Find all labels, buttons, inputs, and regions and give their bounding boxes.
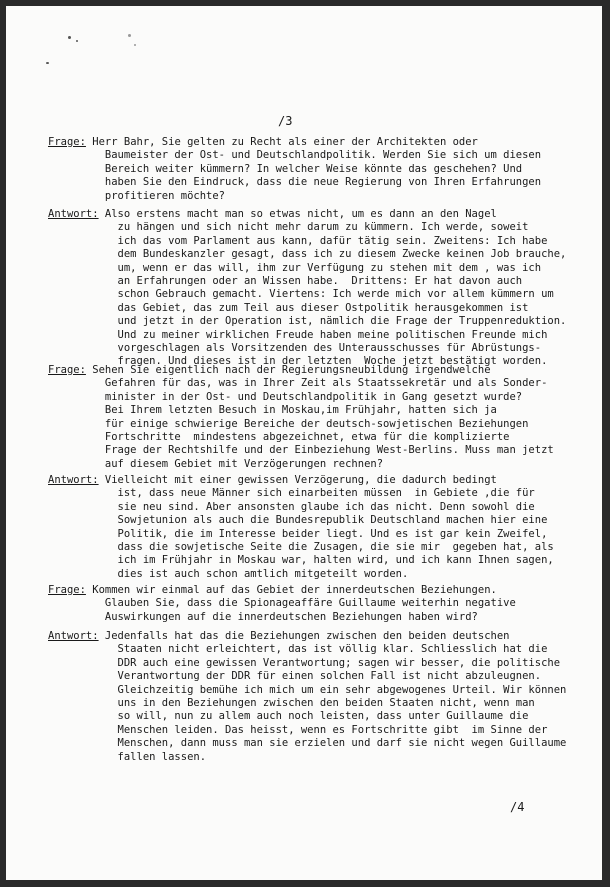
text-line: minister in der Ost- und Deutschlandpolitik in Gang gesetzt wurde? xyxy=(48,390,523,403)
text-line: uns in den Beziehungen zwischen den beiden Staaten nicht, wenn man xyxy=(48,697,535,710)
text-line: Auswirkungen auf die innerdeutschen Beziehungen haben wird? xyxy=(48,610,478,623)
text-line: so will, nun zu allem auch noch leisten, dass unter Guillaume die xyxy=(48,710,529,723)
text-line: Menschen leiden. Das heisst, wenn es Fortschritte gibt im Sinne der xyxy=(48,723,548,736)
text-line: Frage der Rechtshilfe und der Einbeziehung West-Berlins. Muss man jetzt xyxy=(48,444,554,457)
scan-speck xyxy=(128,34,131,37)
text-line: zu hängen und sich nicht mehr darum zu kümmern. Ich werde, soweit xyxy=(48,221,529,234)
speaker-label: Antwort: xyxy=(48,474,99,486)
text-line: und jetzt in der Operation ist, nämlich die Frage der Truppenreduktion. xyxy=(48,315,567,328)
text-line: Glauben Sie, dass die Spionageaffäre Guillaume weiterhin negative xyxy=(48,597,516,610)
section-answer-1: Antwort: Also erstens macht man so etwas nicht, um es dann an den Nagel zu hängen und sich nicht mehr darum zu kümmern. Ich werde, soweit ich das vom Parlament aus kann, dafür tätig sein. Zweitens: Ich habe dem Bundeskanzler gesagt, dass ich zu diesem Zwecke keinen Job brauche, um, wenn er das will, ihm zur Verfügung zu stehen mit dem , was ich an Erfahrungen oder an Wissen habe. Drittens: Er hat davon auch schon Gebrauch gemacht. Viertens: Ich werde mich vor allem kümmern um das Gebiet, das zum Teil aus dieser Ostpolitik herausgekommen ist und jetzt in der Operation ist, nämlich die Frage der Truppenreduktion. Und zu meiner wirklichen Freude haben meine politischen Freunde mich vorgeschlagen als Vorsitzenden des Unterausschusses für Abrüstungs- fragen. Und dieses ist in der letzten Woche jetzt bestätigt worden. xyxy=(48,208,588,369)
speaker-label: Antwort: xyxy=(48,630,99,642)
scan-speck xyxy=(46,62,49,64)
scan-speck xyxy=(76,40,78,42)
text-line: fallen lassen. xyxy=(48,750,207,763)
text-line: Baumeister der Ost- und Deutschlandpolitik. Werden Sie sich um diesen xyxy=(48,149,542,162)
text-line: Sowjetunion als auch die Bundesrepublik Deutschland machen hier eine xyxy=(48,514,548,527)
text-line: dies ist auch schon amtlich mitgeteilt worden. xyxy=(48,567,409,580)
text-line: Bei Ihrem letzten Besuch in Moskau,im Frühjahr, hatten sich ja xyxy=(48,404,497,417)
scan-speck xyxy=(68,36,71,39)
speaker-label: Frage: xyxy=(48,364,86,376)
text-line: Politik, die im Interesse beider liegt. Und es ist gar kein Zweifel, xyxy=(48,527,548,540)
page-number-top: /3 xyxy=(278,114,293,128)
text-line: auf diesem Gebiet mit Verzögerungen rechnen? xyxy=(48,457,384,470)
text-line: vorgeschlagen als Vorsitzenden des Unterausschusses für Abrüstungs- xyxy=(48,342,542,355)
section-answer-2: Antwort: Vielleicht mit einer gewissen Verzögerung, die dadurch bedingt ist, dass neue Männer sich einarbeiten müssen in Gebiete ,die für sie neu sind. Aber ansonsten glaube ich das nicht. Denn sowohl die Sowjetunion als auch die Bundesrepublik Deutschland machen hier eine Politik, die im Interesse beider liegt. Und es ist gar kein Zweifel, dass die sowjetische Seite die Zusagen, die sie mir gegeben hat, als ich im Frühjahr in Moskau war, halten wird, und ich kann Ihnen sagen, dies ist auch schon amtlich mitgeteilt worden. xyxy=(48,474,588,581)
section-answer-3: Antwort: Jedenfalls hat das die Beziehungen zwischen den beiden deutschen Staaten nicht erleichtert, das ist völlig klar. Schliesslich hat die DDR auch eine gewissen Verantwortung; sagen wir besser, die politische Verantwortung der DDR für einen solchen Fall ist nicht abzuleugnen. Gleichzeitig bemühe ich mich um ein sehr abgewogenes Urteil. Wir können uns in den Beziehungen zwischen den beiden Staaten nicht, wenn man so will, nun zu allem auch noch leisten, dass unter Guillaume die Menschen leiden. Das heisst, wenn es Fortschritte gibt im Sinne der Menschen, dann muss man sie erzielen und darf sie nicht wegen Guillaume fallen lassen. xyxy=(48,630,588,764)
page-number-bottom: /4 xyxy=(510,800,525,814)
text-line: ist, dass neue Männer sich einarbeiten müssen in Gebiete ,die für xyxy=(48,487,535,500)
text-line: Menschen, dann muss man sie erzielen und darf sie nicht wegen Guillaume xyxy=(48,737,567,750)
text-line: DDR auch eine gewissen Verantwortung; sagen wir besser, die politische xyxy=(48,656,561,669)
text-line: an Erfahrungen oder an Wissen habe. Drittens: Er hat davon auch xyxy=(48,275,523,288)
section-question-3: Frage: Kommen wir einmal auf das Gebiet der innerdeutschen Beziehungen. Glauben Sie, dass die Spionageaffäre Guillaume weiterhin negative Auswirkungen auf die innerdeutschen Beziehungen haben wird? xyxy=(48,584,588,624)
section-question-1: Frage: Herr Bahr, Sie gelten zu Recht als einer der Architekten oder Baumeister der Ost- und Deutschlandpolitik. Werden Sie sich um diesen Bereich weiter kümmern? In welcher Weise könnte das geschehen? Und haben Sie den Eindruck, dass die neue Regierung von Ihren Erfahrungen profitieren möchte? xyxy=(48,136,588,203)
text-line: um, wenn er das will, ihm zur Verfügung zu stehen mit dem , was ich xyxy=(48,261,542,274)
speaker-label: Frage: xyxy=(48,136,86,148)
text-line: Verantwortung der DDR für einen solchen Fall ist nicht abzuleugnen. xyxy=(48,670,542,683)
text-line: dass die sowjetische Seite die Zusagen, die sie mir gegeben hat, als xyxy=(48,541,554,554)
text-line: haben Sie den Eindruck, dass die neue Regierung von Ihren Erfahrungen xyxy=(48,176,542,189)
speaker-label: Frage: xyxy=(48,584,86,596)
text-line: profitieren möchte? xyxy=(48,189,226,202)
text-line: fragen. Und dieses ist in der letzten Woche jetzt bestätigt worden. xyxy=(48,355,548,368)
text-line: Staaten nicht erleichtert, das ist völlig klar. Schliesslich hat die xyxy=(48,643,548,656)
text-line: Fortschritte mindestens abgezeichnet, etwa für die komplizierte xyxy=(48,431,510,444)
text-line: Und zu meiner wirklichen Freude haben meine politischen Freunde mich xyxy=(48,328,548,341)
text-line: ich im Frühjahr in Moskau war, halten wird, und ich kann Ihnen sagen, xyxy=(48,554,554,567)
document-page xyxy=(6,6,602,880)
text-line: für einige schwierige Bereiche der deutsch-sowjetischen Beziehungen xyxy=(48,417,529,430)
text-line: sie neu sind. Aber ansonsten glaube ich das nicht. Denn sowohl die xyxy=(48,500,535,513)
text-line: dem Bundeskanzler gesagt, dass ich zu diesem Zwecke keinen Job brauche, xyxy=(48,248,567,261)
speaker-label: Antwort: xyxy=(48,208,99,220)
scan-speck xyxy=(134,44,136,46)
text-line: Gefahren für das, was in Ihrer Zeit als Staatssekretär und als Sonder- xyxy=(48,377,548,390)
text-line: ich das vom Parlament aus kann, dafür tätig sein. Zweitens: Ich habe xyxy=(48,234,548,247)
text-line: Gleichzeitig bemühe ich mich um ein sehr abgewogenes Urteil. Wir können xyxy=(48,683,567,696)
text-line: schon Gebrauch gemacht. Viertens: Ich werde mich vor allem kümmern um xyxy=(48,288,554,301)
section-question-2: Frage: Sehen Sie eigentlich nach der Regierungsneubildung irgendwelche Gefahren für das, was in Ihrer Zeit als Staatssekretär und als Sonder- minister in der Ost- und Deutschlandpolitik in Gang gesetzt wurde? Bei Ihrem letzten Besuch in Moskau,im Frühjahr, hatten sich ja für einige schwierige Bereiche der deutsch-sowjetischen Beziehungen Fortschritte mindestens abgezeichnet, etwa für die komplizierte Frage der Rechtshilfe und der Einbeziehung West-Berlins. Muss man jetzt auf diesem Gebiet mit Verzögerungen rechnen? xyxy=(48,364,588,471)
text-line: Bereich weiter kümmern? In welcher Weise könnte das geschehen? Und xyxy=(48,162,523,175)
text-line: das Gebiet, das zum Teil aus dieser Ostpolitik herausgekommen ist xyxy=(48,301,529,314)
